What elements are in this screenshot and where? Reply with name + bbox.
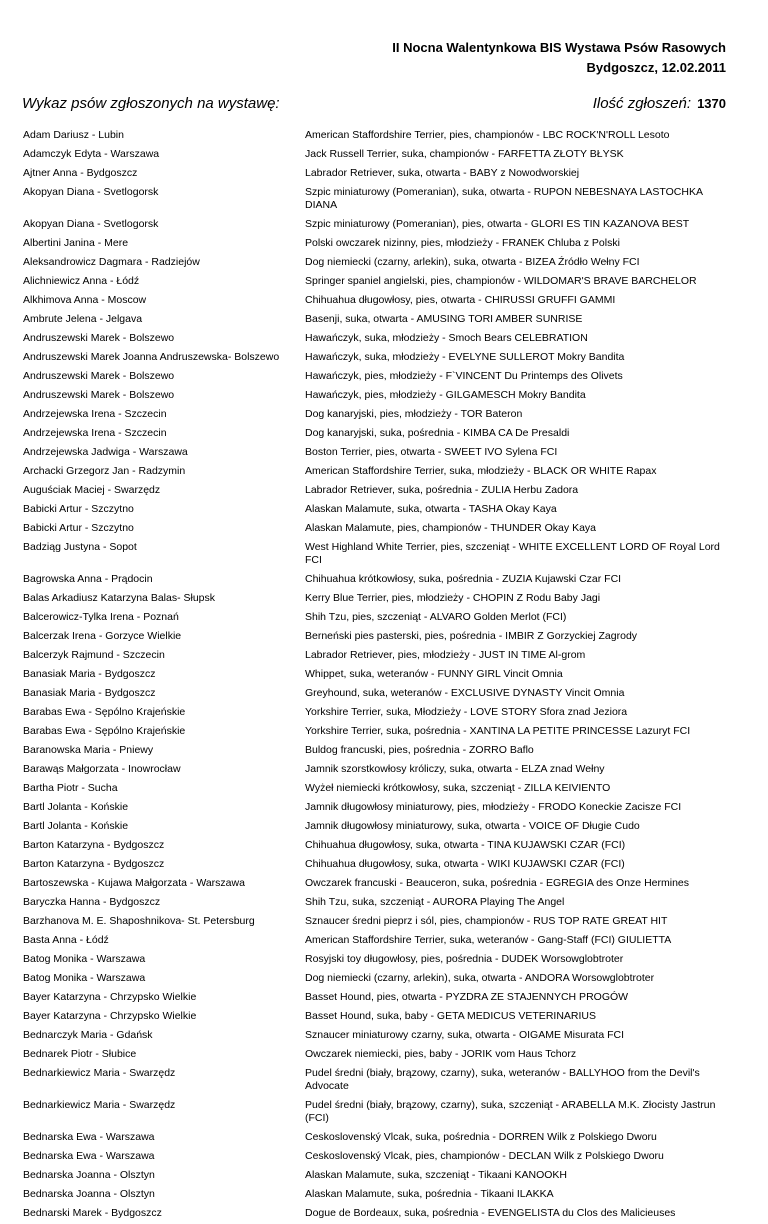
- list-item: [0, 951, 768, 970]
- owner-name: Balcerowicz-Tylka Irena - Poznań: [23, 611, 179, 623]
- dog-entry: Whippet, suka, weteranów - FUNNY GIRL Vincit Omnia: [305, 668, 563, 680]
- dog-entry: Shih Tzu, pies, szczeniąt - ALVARO Golden Merlot (FCI): [305, 611, 567, 623]
- dog-entry: Hawańczyk, pies, młodzieży - GILGAMESCH Mokry Bandita: [305, 389, 586, 401]
- owner-name: Banasiak Maria - Bydgoszcz: [23, 687, 156, 699]
- list-item: [0, 818, 768, 837]
- dog-entry: Basenji, suka, otwarta - AMUSING TORI AMBER SUNRISE: [305, 313, 583, 325]
- list-item: [0, 875, 768, 894]
- dog-entry: Dog kanaryjski, suka, pośrednia - KIMBA CA De Presaldi: [305, 427, 570, 439]
- owner-name: Barton Katarzyna - Bydgoszcz: [23, 839, 165, 851]
- list-item: [0, 609, 768, 628]
- dog-entry: Chihuahua długowłosy, suka, otwarta - TINA KUJAWSKI CZAR (FCI): [305, 839, 626, 851]
- entry-count-value: 1370: [697, 96, 726, 111]
- list-item: [0, 666, 768, 685]
- list-item: [0, 127, 768, 146]
- list-item: [0, 780, 768, 799]
- owner-name: Bartl Jolanta - Końskie: [23, 801, 129, 813]
- entry-count-label: Ilość zgłoszeń:: [592, 95, 692, 112]
- dog-entry: American Staffordshire Terrier, suka, młodzieży - BLACK OR WHITE Rapax: [305, 465, 657, 477]
- list-item: [0, 1008, 768, 1027]
- owner-name: Akopyan Diana - Svetlogorsk: [23, 218, 159, 230]
- list-title: Wykaz psów zgłoszonych na wystawę:: [22, 95, 280, 112]
- list-item: [0, 349, 768, 368]
- owner-name: Bayer Katarzyna - Chrzypsko Wielkie: [23, 991, 197, 1003]
- list-item: [0, 146, 768, 165]
- list-item: [0, 685, 768, 704]
- list-item: [0, 539, 768, 571]
- list-item: [0, 501, 768, 520]
- list-subheader: [22, 95, 726, 115]
- owner-name: Babicki Artur - Szczytno: [23, 503, 134, 515]
- list-item: [0, 1167, 768, 1186]
- owner-name: Akopyan Diana - Svetlogorsk: [23, 186, 159, 198]
- dog-entry: Chihuahua długowłosy, pies, otwarta - CHIRUSSI GRUFFI GAMMI: [305, 294, 616, 306]
- list-item: [0, 330, 768, 349]
- list-item: [0, 520, 768, 539]
- event-title: II Nocna Walentynkowa BIS Wystawa Psów Rasowych: [392, 40, 726, 55]
- list-item: [0, 1205, 768, 1224]
- dog-entry: Pudel średni (biały, brązowy, czarny), suka, weteranów - BALLYHOO from the Devil's Advocate: [305, 1067, 700, 1092]
- dog-entry: Alaskan Malamute, suka, otwarta - TASHA Okay Kaya: [305, 503, 557, 515]
- dog-entry: Alaskan Malamute, suka, szczeniąt - Tikaani KANOOKH: [305, 1169, 568, 1181]
- owner-name: Bednarska Ewa - Warszawa: [23, 1150, 155, 1162]
- owner-name: Bednarkiewicz Maria - Swarzędz: [23, 1067, 176, 1079]
- owner-name: Auguściak Maciej - Swarzędz: [23, 484, 161, 496]
- dog-entry: Sznaucer średni pieprz i sól, pies, championów - RUS TOP RATE GREAT HIT: [305, 915, 668, 927]
- event-location-date: Bydgoszcz, 12.02.2011: [586, 60, 726, 75]
- list-item: [0, 989, 768, 1008]
- owner-name: Andrzejewska Irena - Szczecin: [23, 408, 167, 420]
- owner-name: Aleksandrowicz Dagmara - Radziejów: [23, 256, 200, 268]
- list-item: [0, 932, 768, 951]
- owner-name: Babicki Artur - Szczytno: [23, 522, 134, 534]
- owner-name: Barawąs Małgorzata - Inowrocław: [23, 763, 181, 775]
- dog-entry: Basset Hound, suka, baby - GETA MEDICUS VETERINARIUS: [305, 1010, 596, 1022]
- dog-entry: Hawańczyk, suka, młodzieży - Smoch Bears CELEBRATION: [305, 332, 588, 344]
- dog-entry: Pudel średni (biały, brązowy, czarny), suka, szczeniąt - ARABELLA M.K. Złocisty Jastrun (FCI): [305, 1099, 716, 1124]
- list-item: [0, 254, 768, 273]
- list-item: [0, 1148, 768, 1167]
- owner-name: Bayer Katarzyna - Chrzypsko Wielkie: [23, 1010, 197, 1022]
- dog-entry: Alaskan Malamute, pies, championów - THUNDER Okay Kaya: [305, 522, 597, 534]
- owner-name: Adam Dariusz - Lubin: [23, 129, 124, 141]
- list-item: [0, 837, 768, 856]
- dog-entry: Owczarek francuski - Beauceron, suka, pośrednia - EGREGIA des Onze Hermines: [305, 877, 689, 889]
- dog-entry: Owczarek niemiecki, pies, baby - JORIK vom Haus Tchorz: [305, 1048, 577, 1060]
- owner-name: Andrzejewska Irena - Szczecin: [23, 427, 167, 439]
- owner-name: Barzhanova M. E. Shaposhnikova- St. Petersburg: [23, 915, 255, 927]
- owner-name: Balcerzak Irena - Gorzyce Wielkie: [23, 630, 182, 642]
- entry-count: [593, 95, 726, 112]
- owner-name: Bednarska Joanna - Olsztyn: [23, 1169, 155, 1181]
- owner-name: Bartha Piotr - Sucha: [23, 782, 118, 794]
- list-item: [0, 368, 768, 387]
- dog-entry: Ceskoslovenský Vlcak, suka, pośrednia - DORREN Wilk z Polskiego Dworu: [305, 1131, 657, 1143]
- dog-entry: Szpic miniaturowy (Pomeranian), suka, otwarta - RUPON NEBESNAYA LASTOCHKA DIANA: [305, 186, 703, 211]
- entry-list: [0, 127, 768, 1224]
- owner-name: Bednarek Piotr - Słubice: [23, 1048, 137, 1060]
- dog-entry: Ceskoslovenský Vlcak, pies, championów - DECLAN Wilk z Polskiego Dworu: [305, 1150, 664, 1162]
- dog-entry: Alaskan Malamute, suka, pośrednia - Tikaani ILAKKA: [305, 1188, 554, 1200]
- owner-name: Bartoszewska - Kujawa Małgorzata - Warszawa: [23, 877, 245, 889]
- owner-name: Andruszewski Marek - Bolszewo: [23, 370, 175, 382]
- list-item: [0, 1065, 768, 1097]
- dog-entry: Jamnik długowłosy miniaturowy, pies, młodzieży - FRODO Koneckie Zacisze FCI: [305, 801, 682, 813]
- list-item: [0, 1097, 768, 1129]
- owner-name: Baranowska Maria - Pniewy: [23, 744, 154, 756]
- dog-entry: Wyżeł niemiecki krótkowłosy, suka, szczeniąt - ZILLA KEIVIENTO: [305, 782, 611, 794]
- list-item: [0, 463, 768, 482]
- dog-entry: Berneński pies pasterski, pies, pośrednia - IMBIR Z Gorzyckiej Zagrody: [305, 630, 638, 642]
- owner-name: Albertini Janina - Mere: [23, 237, 129, 249]
- dog-entry: Yorkshire Terrier, suka, pośrednia - XANTINA LA PETITE PRINCESSE Lazuryt FCI: [305, 725, 691, 737]
- dog-entry: Boston Terrier, pies, otwarta - SWEET IVO Sylena FCI: [305, 446, 558, 458]
- dog-entry: Basset Hound, pies, otwarta - PYZDRA ZE STAJENNYCH PROGÓW: [305, 991, 629, 1003]
- list-item: [0, 1027, 768, 1046]
- owner-name: Andrzejewska Jadwiga - Warszawa: [23, 446, 188, 458]
- dog-entry: Hawańczyk, suka, młodzieży - EVELYNE SULLEROT Mokry Bandita: [305, 351, 625, 363]
- list-item: [0, 406, 768, 425]
- dog-entry: Yorkshire Terrier, suka, Młodzieży - LOVE STORY Sfora znad Jeziora: [305, 706, 628, 718]
- dog-entry: Szpic miniaturowy (Pomeranian), pies, otwarta - GLORI ES TIN KAZANOVA BEST: [305, 218, 690, 230]
- owner-name: Batog Monika - Warszawa: [23, 972, 146, 984]
- owner-name: Balas Arkadiusz Katarzyna Balas- Słupsk: [23, 592, 216, 604]
- owner-name: Ambrute Jelena - Jelgava: [23, 313, 143, 325]
- list-item: [0, 425, 768, 444]
- dog-entry: Springer spaniel angielski, pies, championów - WILDOMAR'S BRAVE BARCHELOR: [305, 275, 697, 287]
- list-item: [0, 387, 768, 406]
- list-item: [0, 799, 768, 818]
- list-item: [0, 235, 768, 254]
- list-item: [0, 913, 768, 932]
- owner-name: Bednarczyk Maria - Gdańsk: [23, 1029, 153, 1041]
- dog-entry: Greyhound, suka, weteranów - EXCLUSIVE DYNASTY Vincit Omnia: [305, 687, 625, 699]
- owner-name: Balcerzyk Rajmund - Szczecin: [23, 649, 165, 661]
- owner-name: Bartl Jolanta - Końskie: [23, 820, 129, 832]
- list-item: [0, 184, 768, 216]
- list-item: [0, 273, 768, 292]
- dog-entry: Jamnik szorstkowłosy króliczy, suka, otwarta - ELZA znad Wełny: [305, 763, 605, 775]
- owner-name: Andruszewski Marek - Bolszewo: [23, 332, 175, 344]
- owner-name: Ajtner Anna - Bydgoszcz: [23, 167, 138, 179]
- list-item: [0, 742, 768, 761]
- dog-entry: West Highland White Terrier, pies, szczeniąt - WHITE EXCELLENT LORD OF Royal Lord FCI: [305, 541, 720, 566]
- dog-entry: Dog kanaryjski, pies, młodzieży - TOR Bateron: [305, 408, 523, 420]
- dog-entry: Kerry Blue Terrier, pies, młodzieży - CHOPIN Z Rodu Baby Jagi: [305, 592, 601, 604]
- dog-entry: Chihuahua długowłosy, suka, otwarta - WIKI KUJAWSKI CZAR (FCI): [305, 858, 625, 870]
- dog-entry: Shih Tzu, suka, szczeniąt - AURORA Playing The Angel: [305, 896, 565, 908]
- list-item: [0, 165, 768, 184]
- list-item: [0, 970, 768, 989]
- list-item: [0, 856, 768, 875]
- list-item: [0, 1046, 768, 1065]
- list-item: [0, 311, 768, 330]
- list-item: [0, 292, 768, 311]
- document-header: [392, 38, 726, 78]
- owner-name: Batog Monika - Warszawa: [23, 953, 146, 965]
- dog-entry: Labrador Retriever, suka, pośrednia - ZULIA Herbu Zadora: [305, 484, 579, 496]
- list-item: [0, 761, 768, 780]
- owner-name: Banasiak Maria - Bydgoszcz: [23, 668, 156, 680]
- owner-name: Alkhimova Anna - Moscow: [23, 294, 147, 306]
- list-item: [0, 444, 768, 463]
- owner-name: Archacki Grzegorz Jan - Radzymin: [23, 465, 186, 477]
- dog-entry: Buldog francuski, pies, pośrednia - ZORRO Baflo: [305, 744, 534, 756]
- dog-entry: Labrador Retriever, pies, młodzieży - JUST IN TIME Al-grom: [305, 649, 586, 661]
- list-item: [0, 216, 768, 235]
- dog-entry: Chihuahua krótkowłosy, suka, pośrednia - ZUZIA Kujawski Czar FCI: [305, 573, 622, 585]
- owner-name: Andruszewski Marek Joanna Andruszewska- Bolszewo: [23, 351, 280, 363]
- dog-entry: Labrador Retriever, suka, otwarta - BABY z Nowodworskiej: [305, 167, 580, 179]
- list-item: [0, 1129, 768, 1148]
- list-item: [0, 1186, 768, 1205]
- dog-entry: Rosyjski toy długowłosy, pies, pośrednia - DUDEK Worsowglobtroter: [305, 953, 624, 965]
- dog-entry: American Staffordshire Terrier, pies, championów - LBC ROCK'N'ROLL Lesoto: [305, 129, 670, 141]
- list-item: [0, 482, 768, 501]
- list-item: [0, 590, 768, 609]
- owner-name: Barabas Ewa - Sępólno Krajeńskie: [23, 725, 186, 737]
- owner-name: Badziąg Justyna - Sopot: [23, 541, 137, 553]
- dog-entry: Dogue de Bordeaux, suka, pośrednia - EVENGELISTA du Clos des Malicieuses: [305, 1207, 676, 1219]
- owner-name: Andruszewski Marek - Bolszewo: [23, 389, 175, 401]
- owner-name: Barton Katarzyna - Bydgoszcz: [23, 858, 165, 870]
- dog-entry: Polski owczarek nizinny, pies, młodzieży - FRANEK Chluba z Polski: [305, 237, 620, 249]
- list-item: [0, 723, 768, 742]
- owner-name: Alichniewicz Anna - Łódź: [23, 275, 140, 287]
- dog-entry: Dog niemiecki (czarny, arlekin), suka, otwarta - BIZEA Źródło Wełny FCI: [305, 256, 640, 268]
- owner-name: Basta Anna - Łódź: [23, 934, 109, 946]
- dog-entry: American Staffordshire Terrier, suka, weteranów - Gang-Staff (FCI) GIULIETTA: [305, 934, 672, 946]
- owner-name: Bagrowska Anna - Prądocin: [23, 573, 153, 585]
- owner-name: Barabas Ewa - Sępólno Krajeńskie: [23, 706, 186, 718]
- list-item: [0, 628, 768, 647]
- dog-entry: Dog niemiecki (czarny, arlekin), suka, otwarta - ANDORA Worsowglobtroter: [305, 972, 655, 984]
- dog-entry: Hawańczyk, pies, młodzieży - F`VINCENT Du Printemps des Olivets: [305, 370, 623, 382]
- dog-entry: Jamnik długowłosy miniaturowy, suka, otwarta - VOICE OF Długie Cudo: [305, 820, 640, 832]
- owner-name: Adamczyk Edyta - Warszawa: [23, 148, 160, 160]
- owner-name: Bednarska Ewa - Warszawa: [23, 1131, 155, 1143]
- list-item: [0, 704, 768, 723]
- list-item: [0, 647, 768, 666]
- list-item: [0, 894, 768, 913]
- dog-entry: Jack Russell Terrier, suka, championów - FARFETTA ZŁOTY BŁYSK: [305, 148, 624, 160]
- owner-name: Baryczka Hanna - Bydgoszcz: [23, 896, 161, 908]
- dog-entry: Sznaucer miniaturowy czarny, suka, otwarta - OIGAME Misurata FCI: [305, 1029, 624, 1041]
- owner-name: Bednarska Joanna - Olsztyn: [23, 1188, 155, 1200]
- owner-name: Bednarkiewicz Maria - Swarzędz: [23, 1099, 176, 1111]
- list-item: [0, 571, 768, 590]
- owner-name: Bednarski Marek - Bydgoszcz: [23, 1207, 162, 1219]
